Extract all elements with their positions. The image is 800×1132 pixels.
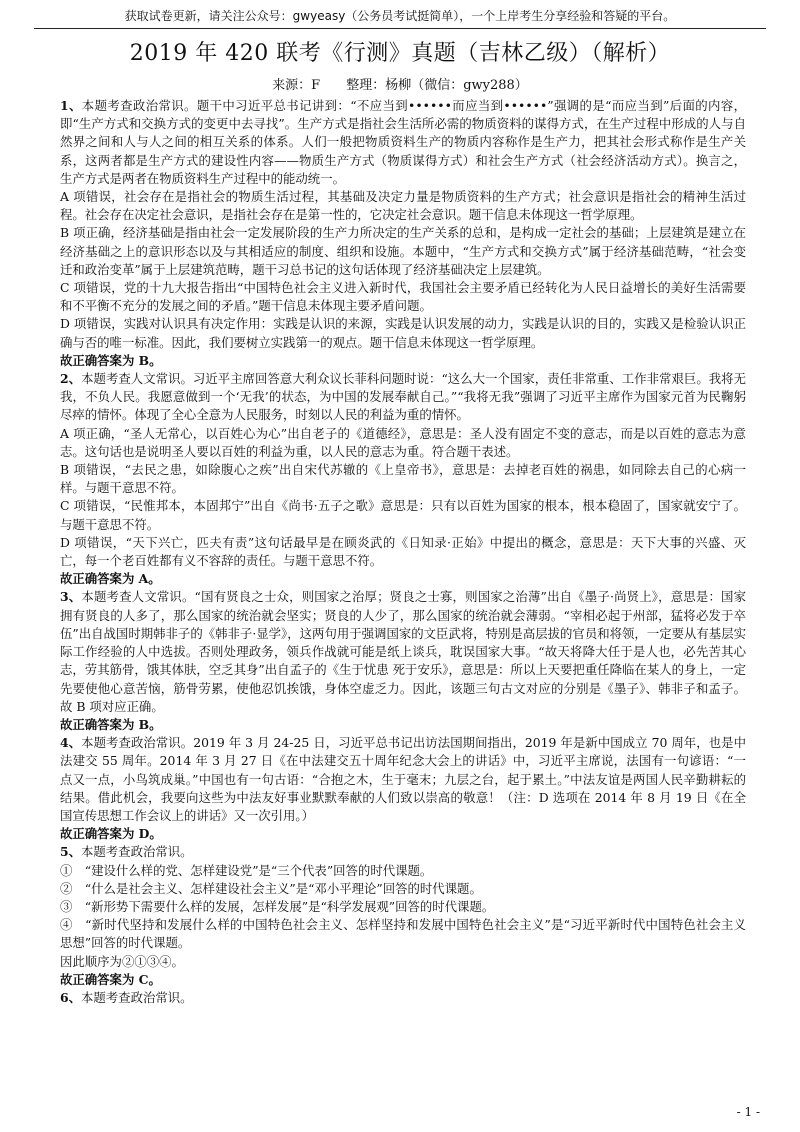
question-text: 本题考查政治常识。题干中习近平总书记讲到：“不应当到••••••而应当到••••••”强调的是“而应当到”后面的内容，即“生产方式和交换方式的变更中去寻找”。生产方式是指社会生活所必需的物质资料的谋得方式，在生产过程中形成的人与自然界之间和人与人之间的相互关系的体系。人们一般把物质资料生产的物质内容称作是生产力，把其社会形式称作是生产关系，这两者都是生产方式的建设性内容——物质生产方式（物质谋得方式）和社会生产方式（社会经济活动方式）。换言之，生产方式是两者在物质资料生产过程中的能动统一。 — [60, 98, 746, 186]
question-paragraph — [60, 734, 746, 825]
question-paragraph — [60, 97, 746, 188]
answer-line: 故正确答案为 D。 — [60, 826, 162, 842]
explanation-paragraph: C 项错误，“民惟邦本，本固邦宁”出自《尚书·五子之歌》意思是：只有以百姓为国家的根本，根本稳固了，国家就安宁了。与题干意思不符。 — [60, 498, 746, 532]
question-number: 6、 — [60, 989, 82, 1005]
question-text: 本题考查政治常识。 — [81, 844, 193, 860]
explanation-paragraph: ② “什么是社会主义、怎样建设社会主义”是“邓小平理论”回答的时代课题。 — [60, 880, 482, 896]
question-text: 本题考查人文常识。习近平主席回答意大利众议长菲科问题时说：“这么大一个国家，责任非常重、工作非常艰巨。我将无我，不负人民。我愿意做到一个‘无我’的状态，为中国的发展奉献自己。”“我将无我”强调了习近平主席作为国家元首为民鞠躬尽瘁的情怀。体现了全心全意为人民服务，时刻以人民的利益为重的情怀。 — [60, 371, 746, 423]
source-line: 来源：F 整理：杨柳（微信：gwy288） — [272, 78, 528, 93]
question-number: 2、 — [60, 371, 82, 387]
question-paragraph — [60, 843, 746, 861]
answer-line: 故正确答案为 B。 — [60, 716, 162, 732]
question-number: 5、 — [60, 844, 82, 860]
explanation-paragraph: D 项错误，“天下兴亡，匹夫有责”这句话最早是在顾炎武的《日知录·正始》中提出的概念，意思是：天下大事的兴盛、灭亡，每一个老百姓都有义不容辞的责任。与题干意思不符。 — [60, 534, 746, 569]
explanation-paragraph: A 项错误，社会存在是指社会的物质生活过程，其基础及决定力量是物质资料的生产方式；社会意识是指社会的精神生活过程。社会存在决定社会意识，是指社会存在是第一性的，它决定社会意识。题干信息未体现这一哲学原理。 — [60, 189, 746, 223]
question-paragraph — [60, 370, 746, 425]
header-divider — [34, 28, 766, 29]
explanation-paragraph: B 项错误，“去民之患，如除腹心之疾”出自宋代苏辙的《上皇帝书》，意思是：去掉老百姓的祸患，如同除去自己的心病一样。与题干意思不符。 — [60, 462, 746, 496]
question-number: 4、 — [60, 735, 82, 751]
explanation-paragraph: 因此顺序为②①③④。 — [60, 953, 184, 969]
answer-line: 故正确答案为 A。 — [60, 571, 161, 587]
question-text: 本题考查人文常识。“国有贤良之士众，则国家之治厚；贤良之士寡，则国家之治薄”出自《墨子·尚贤上》，意思是：国家拥有贤良的人多了，那么国家的统治就会坚实；贤良的人少了，那么国家的统治就会薄弱。“宰相必起于州部，猛将必发于卒伍”出自战国时期韩非子的《韩非子·显学》，这两句用于强调国家的文臣武将，特别是高层拔的官员和将领，一定要从有基层实际工作经验的人中选拔。否则处理政务，领兵作战就可能是纸上谈兵，耽误国家大事。“故天将降大任于是人也，必先苦其心志，劳其筋骨，饿其体肤，空乏其身”出自孟子的《生于忧患 死于安乐》，意思是：所以上天要把重任降临在某人的身上，一定先要使他心意苦恼，筋骨劳累，使他忍饥挨饿，身体空虚乏力。因此，该题三句古文对应的分别是《墨子》、韩非子和孟子。故 B 项对应正确。 — [60, 589, 746, 714]
explanation-paragraph: D 项错误，实践对认识具有决定作用：实践是认识的来源，实践是认识发展的动力，实践是认识的目的，实践又是检验认识正确与否的唯一标准。因此，我们要树立实践第一的观点。题干信息未体现这一哲学原理。 — [60, 316, 746, 350]
answer-line: 故正确答案为 B。 — [60, 352, 162, 368]
document-title: 2019 年 420 联考《行测》真题（吉林乙级）（解析） — [129, 41, 671, 66]
page-number: - 1 - — [736, 1105, 760, 1119]
document-body — [60, 97, 746, 1007]
question-number: 3、 — [60, 589, 82, 605]
header-notice: 获取试卷更新，请关注公众号：gwyeasy（公务员考试挺简单），一个上岸考生分享经验和答疑的平台。 — [124, 9, 676, 23]
explanation-paragraph: ① “建设什么样的党、怎样建设党”是“三个代表”回答的时代课题。 — [60, 862, 433, 878]
question-text: 本题考查政治常识。2019 年 3 月 24-25 日，习近平总书记出访法国期间指出，2019 年是新中国成立 70 周年，也是中法建交 55 周年。2014 年 3 月 27 日《在中法建交五十周年纪念大会上的讲话》中，习近平主席说，法国有一句谚语：“一点又一点，小鸟筑成巢。”中国也有一句古语：“合抱之木，生于毫末；九层之台，起于累土。”中法友谊是两国人民辛勤耕耘的结果。借此机会，我要向这些为中法友好事业默默奉献的人们致以崇高的敬意！（注：D 选项在 2014 年 8 月 19 日《在全国宣传思想工作会议上的讲话》又一次引用。） — [60, 735, 746, 823]
question-text: 本题考查政治常识。 — [81, 989, 193, 1005]
question-paragraph — [60, 989, 746, 1007]
explanation-paragraph: ③ “新形势下需要什么样的发展，怎样发展”是“科学发展观”回答的时代课题。 — [60, 898, 495, 914]
explanation-paragraph: ④ “新时代坚持和发展什么样的中国特色社会主义、怎样坚持和发展中国特色社会主义”是“习近平新时代中国特色社会主义思想”回答的时代课题。 — [60, 917, 746, 951]
explanation-paragraph: B 项正确，经济基础是指由社会一定发展阶段的生产力所决定的生产关系的总和，是构成一定社会的基础；上层建筑是建立在经济基础之上的意识形态以及与其相适应的制度、组织和设施。本题中，“生产方式和交换方式”属于经济基础范畴，“社会变迁和政治变革”属于上层建筑范畴，题干习总书记的这句话体现了经济基础决定上层建筑。 — [60, 225, 746, 277]
question-number: 1、 — [60, 98, 82, 113]
question-paragraph — [60, 588, 746, 715]
answer-line: 故正确答案为 C。 — [60, 971, 161, 987]
explanation-paragraph: A 项正确，“圣人无常心，以百姓心为心”出自老子的《道德经》，意思是：圣人没有固定不变的意志，而是以百姓的意志为意志。这句话也是说明圣人要以百姓的利益为重，以人民的意志为重。符合题干表述。 — [60, 425, 746, 459]
explanation-paragraph: C 项错误，党的十九大报告指出“中国特色社会主义进入新时代，我国社会主要矛盾已经转化为人民日益增长的美好生活需要和不平衡不充分的发展之间的矛盾。”题干信息未体现主要矛盾问题。 — [60, 280, 746, 314]
